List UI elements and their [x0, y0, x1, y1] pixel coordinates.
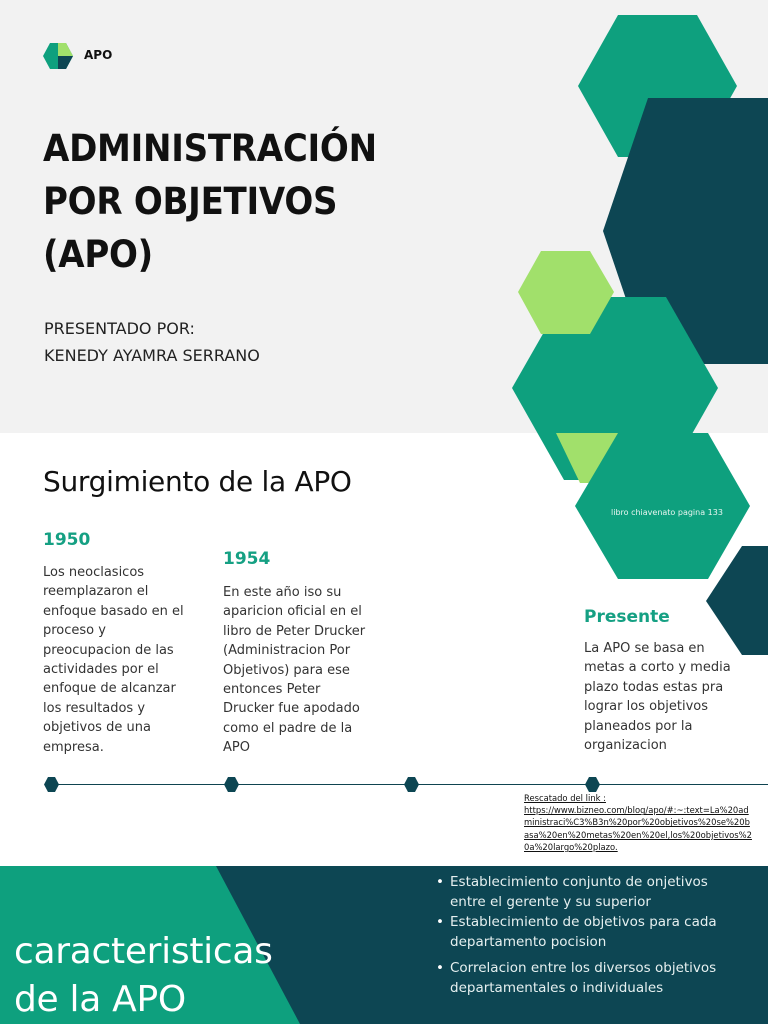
- timeline-node-icon: [585, 777, 600, 792]
- timeline-text-1954: En este año iso su aparicion oficial en el libro de Peter Drucker (Administracion Por Objetivos) para ese entonces Peter Drucker fue apodado como el padre de la APO: [223, 585, 366, 756]
- timeline-year-1950: 1950: [43, 530, 91, 550]
- presenter-name: KENEDY AYAMRA SERRANO: [44, 346, 260, 365]
- title-line: (APO): [43, 233, 153, 276]
- timeline-year-1954: 1954: [223, 549, 271, 569]
- cover-section: [0, 0, 768, 433]
- source-reference: [524, 792, 754, 853]
- section-title: Surgimiento de la APO: [43, 465, 352, 498]
- timeline-year-present: Presente: [584, 607, 670, 627]
- features-list: [436, 872, 736, 998]
- timeline-node-icon: [224, 777, 239, 792]
- list-item: • Establecimiento de objetivos para cada departamento pocision: [436, 912, 736, 952]
- title-line: ADMINISTRACIÓN: [43, 127, 377, 170]
- book-reference: libro chiavenato pagina 133: [611, 508, 723, 517]
- page-title: [43, 122, 429, 281]
- timeline-text-present: La APO se basa en metas a corto y media plazo todas estas pra lograr los objetivos planeados por la organizacion: [584, 641, 731, 754]
- logo-text: APO: [84, 48, 113, 62]
- features-title-line: caracteristicas: [14, 931, 273, 972]
- title-line: POR OBJETIVOS: [43, 180, 338, 223]
- timeline-node-icon: [44, 777, 59, 792]
- source-label: Rescatado del link :: [524, 793, 606, 803]
- features-title: [14, 928, 273, 1024]
- timeline-text-1950: Los neoclasicos reemplazaron el enfoque basado en el proceso y preocupacion de las actividades por el enfoque de alcanzar los resultados y objetivos de una empresa.: [43, 565, 184, 755]
- source-link[interactable]: https://www.bizneo.com/blog/apo/#:~:text=La%20administraci%C3%B3n%20por%20objetivos%20se%20basa%20en%20metas%20en%20el,los%20objetivos%20a%20largo%20plazo.: [524, 805, 752, 852]
- hexagon-cube-logo-icon: [43, 43, 73, 69]
- list-item: • Correlacion entre los diversos objetivos departamentales o individuales: [436, 958, 736, 998]
- timeline-node-icon: [404, 777, 419, 792]
- features-title-line: de la APO: [14, 979, 186, 1020]
- list-item: • Establecimiento conjunto de onjetivos entre el gerente y su superior: [436, 872, 736, 912]
- presenter-label: PRESENTADO POR:: [44, 319, 195, 338]
- presenter-block: [44, 315, 260, 369]
- origin-section: [0, 433, 768, 866]
- features-section: [0, 866, 768, 1024]
